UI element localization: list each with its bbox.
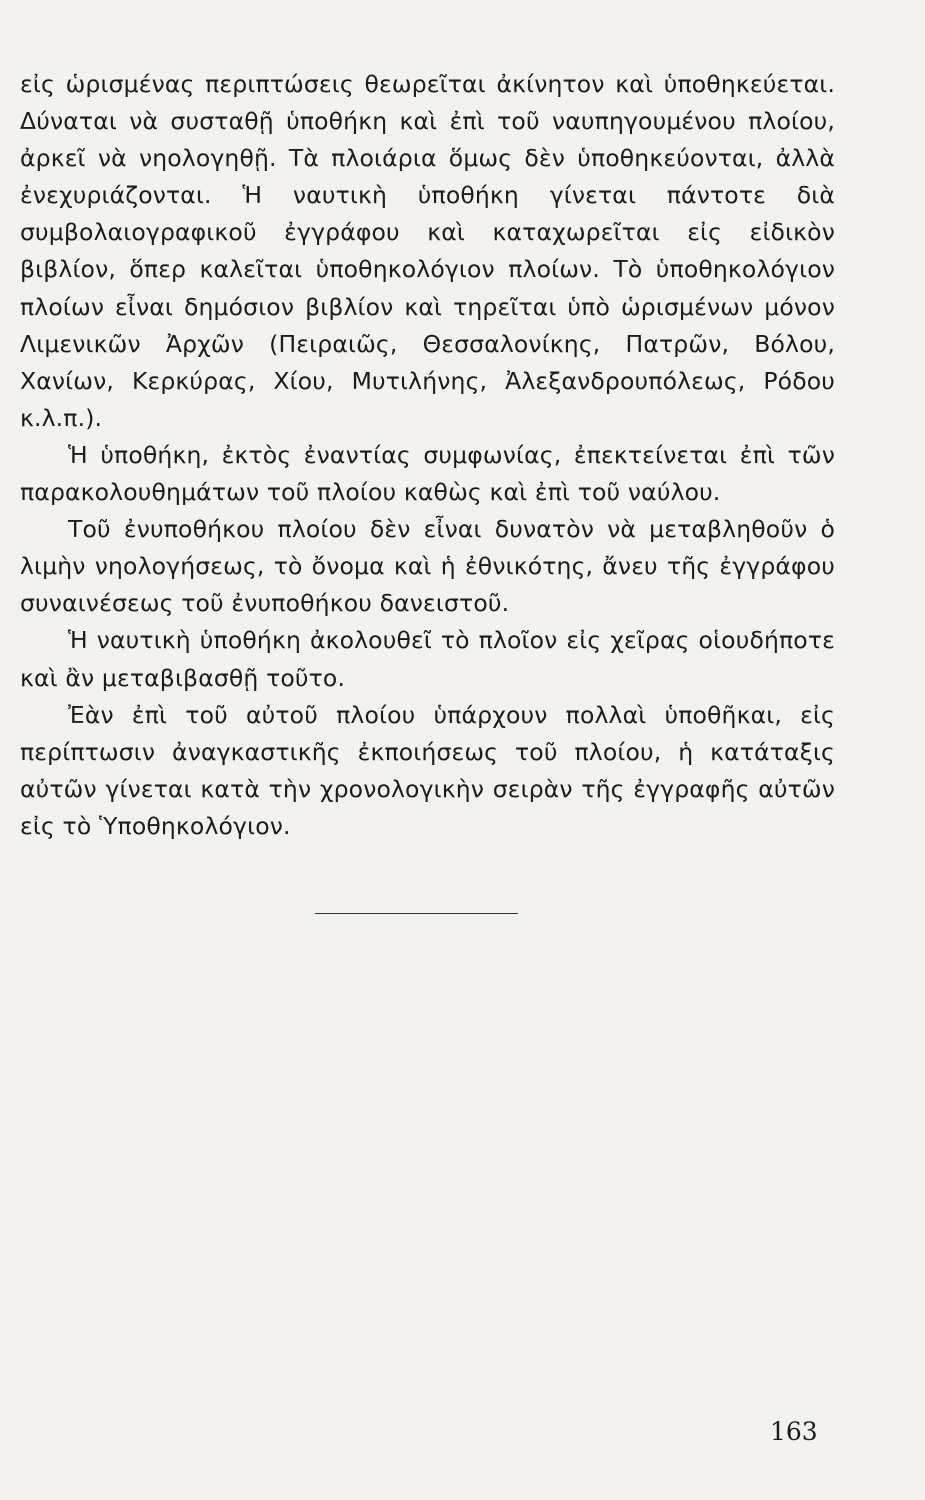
paragraph-1: εἰς ὡρισμένας περιπτώσεις θεωρεῖται ἀκίνητον καὶ ὑποθηκεύεται. Δύναται νὰ συσταθῇ ὑποθήκη καὶ ἐπὶ τοῦ ναυπηγουμένου πλοίου, ἀρκεῖ νὰ νηολογηθῇ. Τὰ πλοιάρια ὅμως δὲν ὑποθηκεύονται, ἀλλὰ ἐνεχυριάζονται. Ἡ ναυτικὴ ὑποθήκη γίνεται πάντοτε διὰ συμβολαιογραφικοῦ ἐγγράφου καὶ καταχωρεῖται εἰς εἰδικὸν βιβλίον, ὅπερ καλεῖται ὑποθηκολόγιον πλοίων. Τὸ ὑποθηκολόγιον πλοίων εἶναι δημόσιον βιβλίον καὶ τηρεῖται ὑπὸ ὡρισμένων μόνον Λιμενικῶν Ἀρχῶν (Πειραιῶς, Θεσσαλονίκης, Πατρῶν, Βόλου, Χανίων, Κερκύρας, Χίου, Μυτιλήνης, Ἀλεξανδρουπόλεως, Ρόδου κ.λ.π.). [20,70,835,432]
page-number: 163 [770,1417,818,1446]
paragraph-4: Ἡ ναυτικὴ ὑποθήκη ἀκολουθεῖ τὸ πλοῖον εἰς χεῖρας οἱουδήποτε καὶ ἂν μεταβιβασθῇ τοῦτο. [20,626,835,692]
paragraph-5: Ἐὰν ἐπὶ τοῦ αὐτοῦ πλοίου ὑπάρχουν πολλαὶ ὑποθῆκαι, εἰς περίπτωσιν ἀναγκαστικῆς ἐκποιήσεως τοῦ πλοίου, ἡ κατάταξις αὐτῶν γίνεται κατὰ τὴν χρονολογικὴν σειρὰν τῆς ἐγγραφῆς αὐτῶν εἰς τὸ Ὑποθηκολόγιον. [20,700,835,840]
paragraph-3: Τοῦ ἐνυποθήκου πλοίου δὲν εἶναι δυνατὸν νὰ μεταβληθοῦν ὁ λιμὴν νηολογήσεως, τὸ ὄνομα καὶ ἡ ἐθνικότης, ἄνευ τῆς ἐγγράφου συναινέσεως τοῦ ἐνυποθήκου δανειστοῦ. [20,515,835,618]
section-divider [315,913,518,914]
page-body [20,66,835,845]
paragraph-2: Ἡ ὑποθήκη, ἐκτὸς ἐναντίας συμφωνίας, ἐπεκτείνεται ἐπὶ τῶν παρακολουθημάτων τοῦ πλοίου καθὼς καὶ ἐπὶ τοῦ ναύλου. [20,440,835,507]
